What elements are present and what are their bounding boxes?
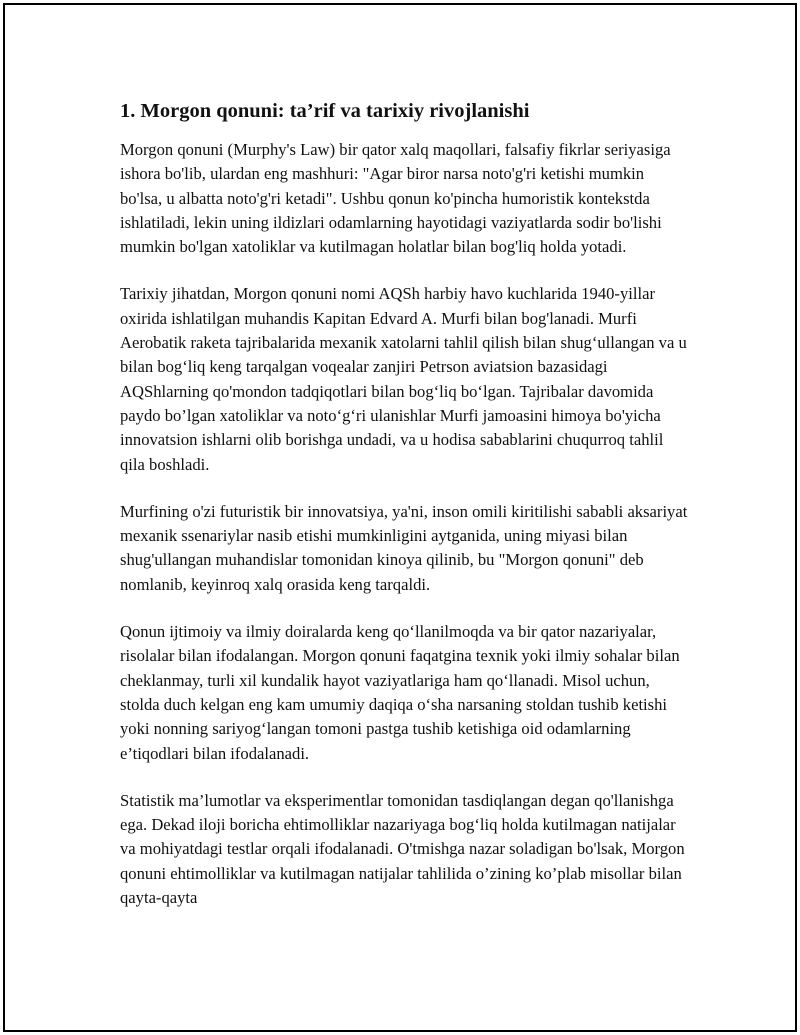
- section-heading: 1. Morgon qonuni: ta’rif va tarixiy rivojlanishi: [120, 100, 530, 122]
- paragraph-3: Murfining o'zi futuristik bir innovatsiya, ya'ni, inson omili kiritilishi sababli aksariyat mexanik ssenariylar nasib etishi mumkinligini aytganida, uning miyasi bilan shug'ullangan muhandislar tomonidan kinoya qilinib, bu "Morgon qonuni" deb nomlanib, keyinroq xalq orasida keng tarqaldi.: [120, 501, 688, 594]
- page-frame: [3, 3, 797, 1032]
- paragraph-2: Tarixiy jihatdan, Morgon qonuni nomi AQSh harbiy havo kuchlarida 1940-yillar oxirida ishlatilgan muhandis Kapitan Edvard A. Murfi bilan bog'lanadi. Murfi Aerobatik raketa tajribalarida mexanik xatolarni tahlil qilish bilan shug‘ullangan va u bilan bog‘liq keng tarqalgan voqealar zanjiri Petrson aviatsion bazasidagi AQShlarning qo'mondon tadqiqotlari bilan bog‘liq bo‘lgan. Tajribalar davomida paydo bo’lgan xatoliklar va noto‘g‘ri ulanishlar Murfi jamoasini himoya bo'yicha innovatsion ishlarni olib borishga undadi, va u hodisa sabablarini chuqurroq tahlil qila boshladi.: [120, 284, 687, 474]
- document-body: [120, 97, 690, 933]
- paragraph-4: Qonun ijtimoiy va ilmiy doiralarda keng qo‘llanilmoqda va bir qator nazariyalar, risolalar bilan ifodalangan. Morgon qonuni faqatgina texnik yoki ilmiy sohalar bilan cheklanmay, turli xil kundalik hayot vaziyatlariga ham qo‘llanadi. Misol uchun, stolda duch kelgan eng kam umumiy daqiqa o‘sha narsaning stoldan tushib ketishi yoki nonning sariyog‘langan tomoni pastga tushib ketishiga oid odamlarning e’tiqodlari bilan ifodalanadi.: [120, 622, 680, 763]
- paragraph-1: Morgon qonuni (Murphy's Law) bir qator xalq maqollari, falsafiy fikrlar seriyasiga ishora bo'lib, ulardan eng mashhuri: "Agar biror narsa noto'g'ri ketishi mumkin bo'lsa, u albatta noto'g'ri ketadi". Ushbu qonun ko'pincha humoristik kontekstda ishlatiladi, lekin uning ildizlari odamlarning hayotidagi vaziyatlarda sodir bo'lishi mumkin bo'lgan xatoliklar va kutilmagan holatlar bilan bog'liq holda yotadi.: [120, 140, 671, 257]
- paragraph-5: Statistik ma’lumotlar va eksperimentlar tomonidan tasdiqlangan degan qo'llanishga ega. Dekad iloji boricha ehtimolliklar nazariyaga bog‘liq holda kutilmagan natijalar va mohiyatdagi testlar orqali ifodalanadi. O'tmishga nazar soladigan bo'lsak, Morgon qonuni ehtimolliklar va kutilmagan natijalar tahlilida o’zining ko’plab misollar bilan qayta-qayta: [120, 790, 685, 908]
